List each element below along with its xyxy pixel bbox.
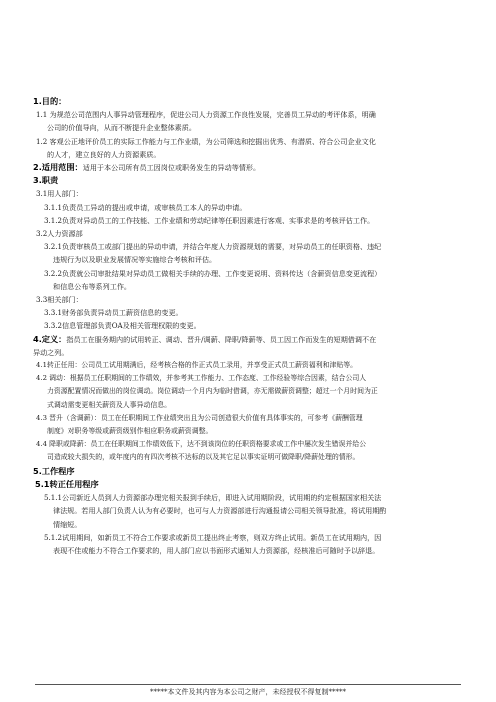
section-1-title: 1.目的： bbox=[33, 96, 67, 106]
section-4-title: 4.定义： bbox=[33, 333, 67, 344]
section-4-text: 指员工在服务期内的试用转正、调动、晋升/调薪、降职/降薪等、员工因工作而发生的短期借调不在 bbox=[66, 334, 377, 344]
item-5-1-2: 5.1.2试用期间，如新员工不符合工作要求或新员工提出终止考察，则双方终止试用。新员工在试用期内，因 bbox=[44, 532, 382, 542]
paragraph-1-1-cont: 公司的价值导向，从而不断提升企业整体素质。 bbox=[47, 123, 196, 133]
item-3-1-1: 3.1.1负责员工异动的提出或申请，或审核员工本人的异动申请。 bbox=[44, 202, 247, 212]
item-3-2-2: 3.2.2负责就公司审批结果对异动员工做相关手续的办理、工作变更说明、资料传达（含薪资信息变更流程） bbox=[44, 268, 382, 278]
section-3-title: 3.职责 bbox=[33, 175, 59, 186]
paragraph-1-2-cont: 的人才，建立良好的人力资源素质。 bbox=[47, 149, 161, 159]
document-body bbox=[33, 95, 465, 557]
subsection-5-1-title: 5.1转正任用程序 bbox=[35, 478, 99, 489]
section-2-title: 2.适用范围： bbox=[33, 162, 83, 173]
item-4-2: 4.2 调动：根据员工任职期间的工作绩效，并参考其工作能力、工作态度、工作经验等综合因素，结合公司人 bbox=[36, 374, 367, 383]
item-3-1: 3.1用人部门： bbox=[36, 189, 83, 199]
section-5-title: 5.工作程序 bbox=[33, 465, 75, 476]
item-3-2-2-cont: 和信息公布等系列工作。 bbox=[53, 281, 132, 291]
item-3-3-2: 3.3.2信息管理部负责OA及相关管理权限的变更。 bbox=[44, 321, 201, 331]
item-4-1: 4.1转正任用：公司员工试用期满后，经考核合格的作正式员工录用，并享受正式员工薪资福利和津贴等。 bbox=[36, 361, 358, 370]
item-4-3: 4.3 晋升（含调薪）：员工在任职期间工作业绩突出且为公司创造很大价值有具体事实的，可参考《薪酬管理 bbox=[36, 413, 363, 422]
item-4-3-cont: 制度》对职务等级或薪资级别作相应职务或薪资调整。 bbox=[47, 427, 213, 436]
footer-divider bbox=[35, 684, 461, 685]
paragraph-1-2: 1.2 客观公正地评价员工的实际工作能力与工作业绩，为公司筛选和挖掘出优秀、有潜质、符合公司企业文化 bbox=[36, 136, 376, 146]
section-4-heading bbox=[33, 333, 465, 346]
item-3-2-1: 3.2.1负责审核员工或部门提出的异动申请，并结合年度人力资源规划的需要，对异动员工的任职资格、违纪 bbox=[44, 242, 382, 252]
item-4-2-cont-2: 式调动需变更相关薪资及人事异动信息。 bbox=[47, 400, 172, 409]
item-3-3-1: 3.3.1财务部负责异动员工薪资信息的变更。 bbox=[44, 308, 183, 318]
item-5-1-2-cont: 表现不佳或能力不符合工作要求的，用人部门应以书面形式通知人力资源部，经核准后可随时予以辞退。 bbox=[53, 545, 380, 555]
item-5-1-1-cont-2: 情缩短。 bbox=[53, 519, 82, 529]
item-4-4: 4.4 降职或降薪：员工在任职期间工作绩效低下，达不到该岗位的任职资格要求或工作中屡次发生错误并给公 bbox=[36, 440, 367, 449]
item-4-2-cont-1: 力资源配置情况而做出的岗位调动。岗位调动一个月内为临时借调，亦无需做薪资调整；超过一个月时间为正 bbox=[47, 387, 378, 396]
item-3-1-2: 3.1.2负责对异动员工的工作技能、工作业绩和劳动纪律等任职因素进行客观、实事求是的考核评估工作。 bbox=[44, 215, 375, 225]
item-3-2-1-cont: 违规行为以及职业发展情况等实施综合考核和评估。 bbox=[53, 255, 217, 265]
section-2-heading bbox=[33, 161, 465, 174]
paragraph-1-1: 1.1 为规范公司范围内人事异动管理程序，促进公司人力资源工作良性发展，完善员工异动的考评体系，明确 bbox=[36, 110, 376, 120]
item-5-1-1: 5.1.1公司新近人员到人力资源部办理完相关报到手续后，即进入试用期阶段，试用期的约定根据国家相关法 bbox=[44, 493, 382, 503]
section-4-text-cont: 异动之列。 bbox=[33, 347, 69, 357]
item-4-4-cont: 司造成较大损失的，或年度内的有四次考核不达标的以及其它足以事实证明可做降职/降薪处理的情形。 bbox=[47, 453, 360, 462]
item-5-1-1-cont-1: 律法规。若用人部门负责人认为有必要时，也可与人力资源部进行沟通报请公司相关领导批准，将试用期酌 bbox=[53, 506, 387, 516]
section-2-text: 适用于本公司所有员工因岗位或职务发生的异动等情形。 bbox=[82, 163, 261, 173]
footer-notice: *****本文件及其内容为本公司之财产，未经授权不得复制***** bbox=[150, 688, 346, 696]
item-3-2: 3.2人力资源部 bbox=[36, 229, 83, 239]
item-3-3: 3.3相关部门： bbox=[36, 295, 83, 305]
